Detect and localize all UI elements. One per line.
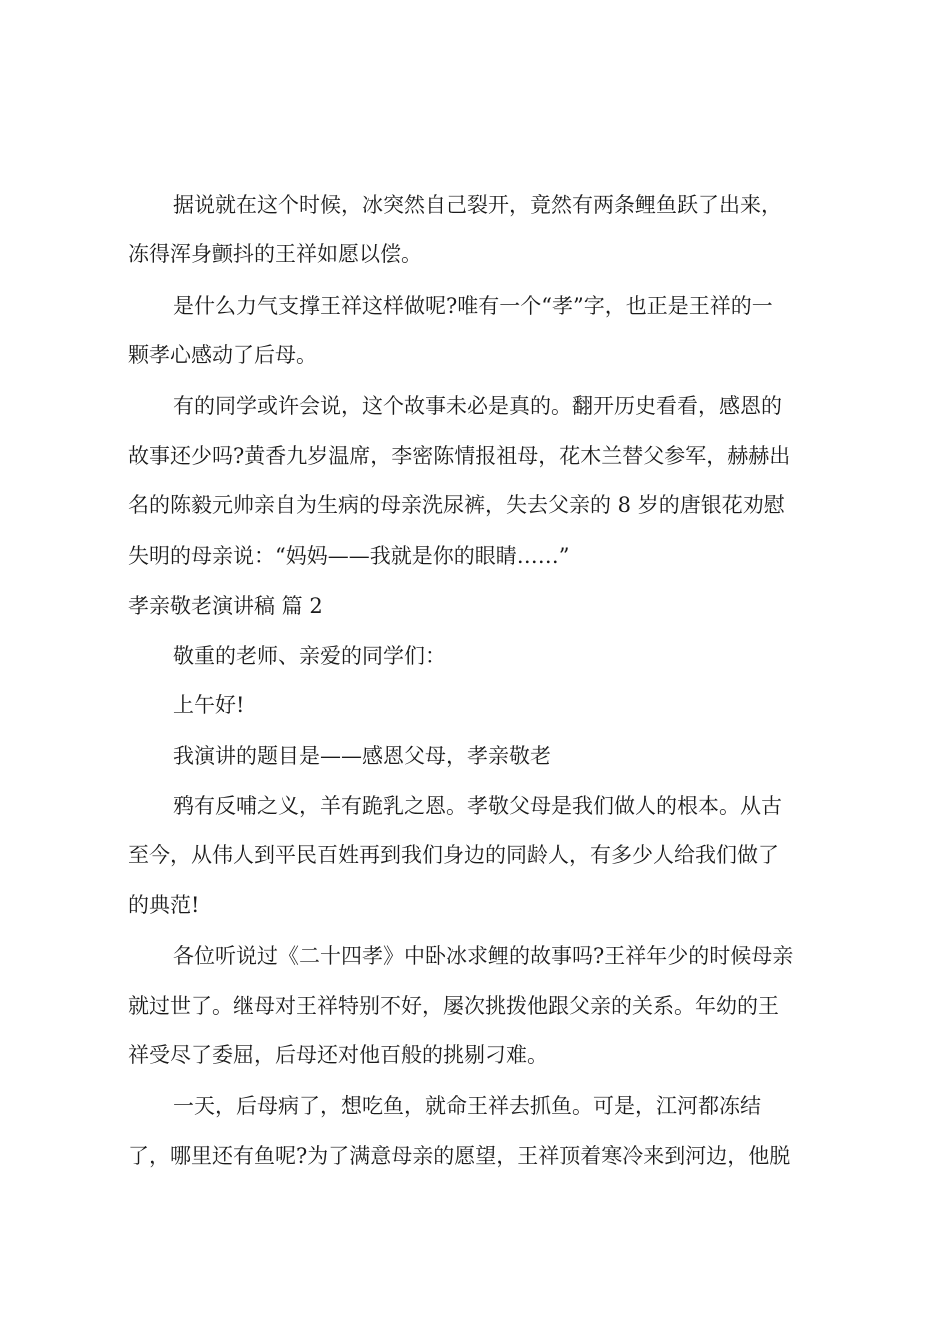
- greeting-line: 上午好!: [173, 693, 245, 717]
- paragraph-line: 就过世了。继母对王祥特别不好，屡次挑拨他跟父亲的关系。年幼的王: [128, 994, 779, 1018]
- paragraph-line: 颗孝心感动了后母。: [128, 343, 317, 367]
- paragraph-line: 是什么力气支撑王祥这样做呢?唯有一个“孝”字，也正是王祥的一: [173, 294, 773, 318]
- salutation-line: 敬重的老师、亲爱的同学们：: [173, 644, 446, 668]
- section-heading: 孝亲敬老演讲稿 篇 2: [128, 594, 323, 618]
- paragraph-line: 的典范!: [128, 893, 200, 917]
- paragraph-line: 故事还少吗?黄香九岁温席，李密陈情报祖母，花木兰替父参军，赫赫出: [128, 444, 791, 468]
- paragraph-line: 至今，从伟人到平民百姓再到我们身边的同龄人，有多少人给我们做了: [128, 843, 779, 867]
- paragraph-line: 有的同学或许会说，这个故事未必是真的。翻开历史看看，感恩的: [173, 394, 782, 418]
- paragraph-line: 祥受尽了委屈，后母还对他百般的挑剔刁难。: [128, 1043, 548, 1067]
- paragraph-line: 据说就在这个时候，冰突然自己裂开，竟然有两条鲤鱼跃了出来，: [173, 193, 782, 217]
- paragraph-line: 一天，后母病了，想吃鱼，就命王祥去抓鱼。可是，江河都冻结: [173, 1094, 761, 1118]
- speech-title-line: 我演讲的题目是——感恩父母，孝亲敬老: [173, 744, 551, 768]
- paragraph-line: 各位听说过《二十四孝》中卧冰求鲤的故事吗?王祥年少的时候母亲: [173, 944, 794, 968]
- paragraph-line: 了，哪里还有鱼呢?为了满意母亲的愿望，王祥顶着寒冷来到河边，他脱: [128, 1144, 791, 1168]
- paragraph-line: 名的陈毅元帅亲自为生病的母亲洗尿裤，失去父亲的 8 岁的唐银花劝慰: [128, 493, 785, 517]
- paragraph-line: 鸦有反哺之义，羊有跪乳之恩。孝敬父母是我们做人的根本。从古: [173, 794, 782, 818]
- paragraph-line: 失明的母亲说：“妈妈——我就是你的眼睛……”: [128, 544, 570, 568]
- paragraph-line: 冻得浑身颤抖的王祥如愿以偿。: [128, 242, 422, 266]
